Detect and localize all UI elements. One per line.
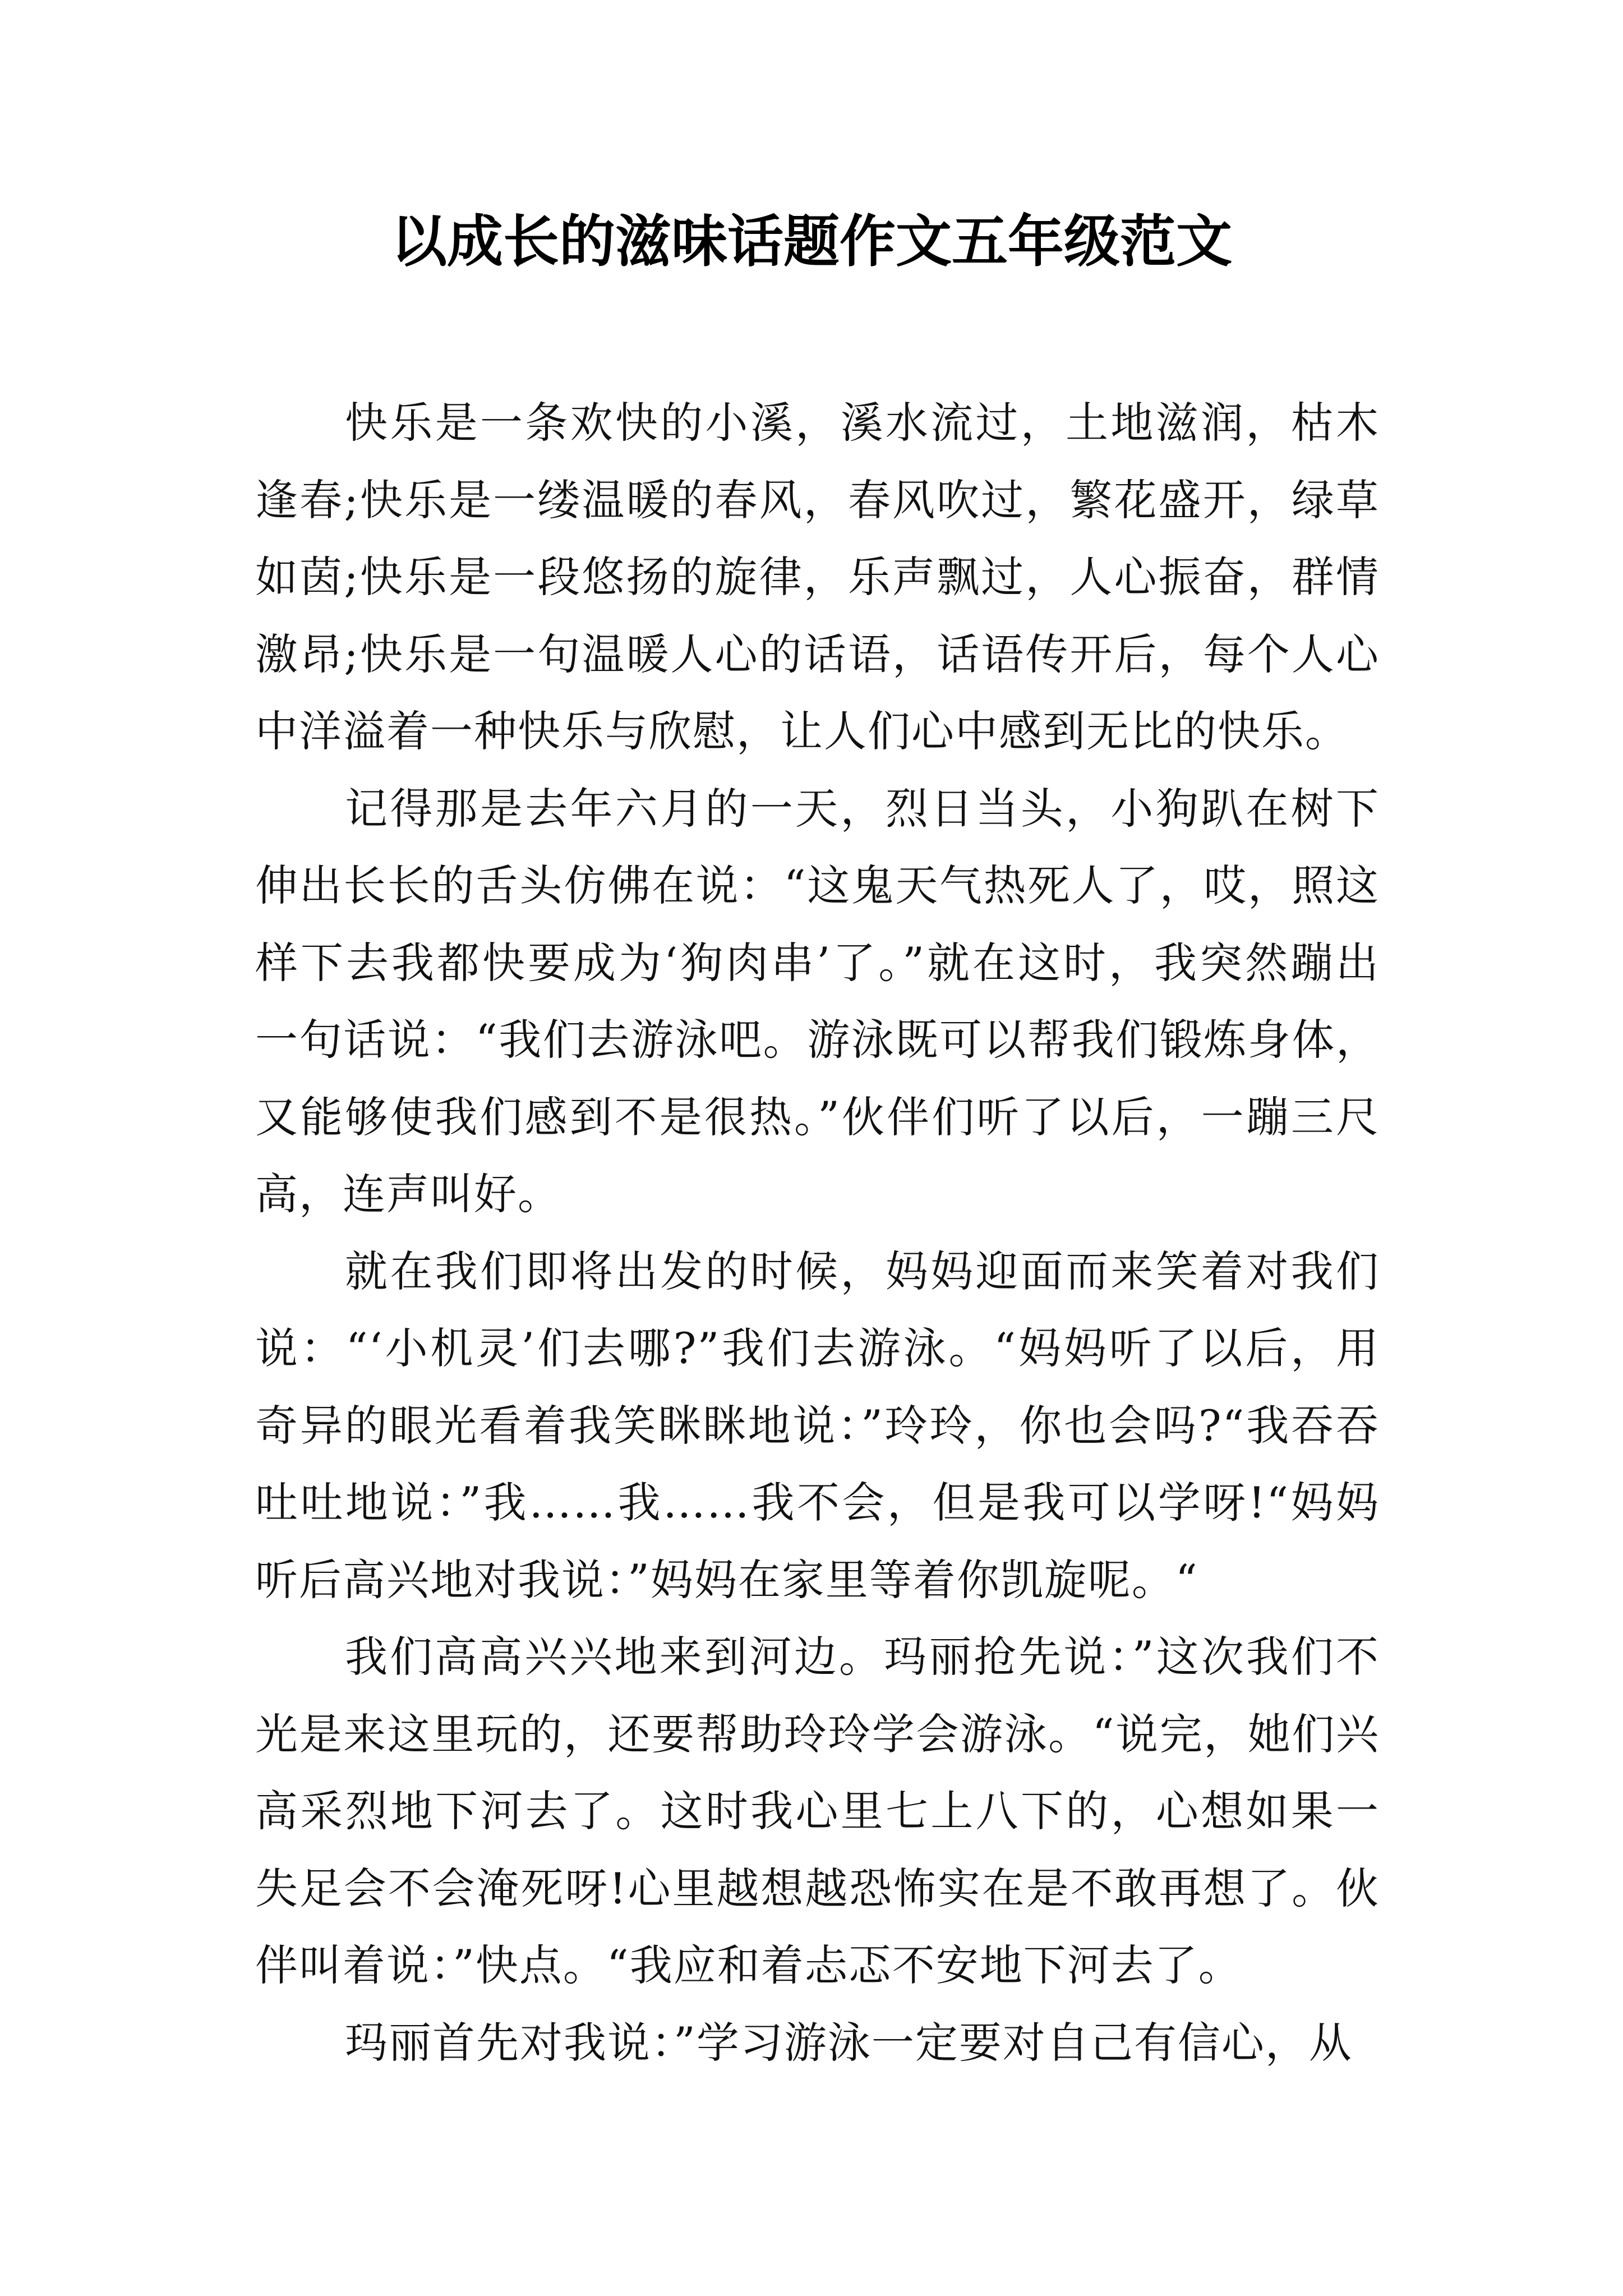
document-title: 以成长的滋味话题作文五年级范文 xyxy=(391,208,1232,274)
paragraph: 玛丽首先对我说：”学习游泳一定要对自己有信心，从 xyxy=(345,2017,1353,2068)
paragraph: 记得那是去年六月的一天，烈日当头，小狗趴在树下伸出长长的舌头仿佛在说：“这鬼天气热死人了，哎，照这样下去我都快要成为‘狗肉串’了。”就在这时，我突然蹦出一句话说：“我们去游泳吧。游泳既可以帮我们锻炼身体，又能够使我们感到不是很热。”伙伴们听了以后，一蹦三尺高，连声叫好。 xyxy=(255,783,1380,1219)
document-body xyxy=(255,384,1380,2081)
paragraph: 我们高高兴兴地来到河边。玛丽抢先说：”这次我们不光是来这里玩的，还要帮助玲玲学会游泳。“说完，她们兴高采烈地下河去了。这时我心里七上八下的，心想如果一失足会不会淹死呀!心里越想越恐怖实在是不敢再想了。伙伴叫着说：”快点。“我应和着忐忑不安地下河去了。 xyxy=(255,1632,1380,1990)
paragraph: 就在我们即将出发的时候，妈妈迎面而来笑着对我们说：“‘小机灵’们去哪?”我们去游泳。“妈妈听了以后，用奇异的眼光看着我笑眯眯地说：”玲玲，你也会吗?“我吞吞吐吐地说：”我……我……我不会，但是我可以学呀!“妈妈听后高兴地对我说：”妈妈在家里等着你凯旋呢。“ xyxy=(255,1246,1380,1605)
paragraph: 快乐是一条欢快的小溪，溪水流过，土地滋润，枯木逢春;快乐是一缕温暖的春风，春风吹过，繁花盛开，绿草如茵;快乐是一段悠扬的旋律，乐声飘过，人心振奋，群情激昂;快乐是一句温暖人心的话语，话语传开后，每个人心中洋溢着一种快乐与欣慰，让人们心中感到无比的快乐。 xyxy=(255,398,1380,756)
